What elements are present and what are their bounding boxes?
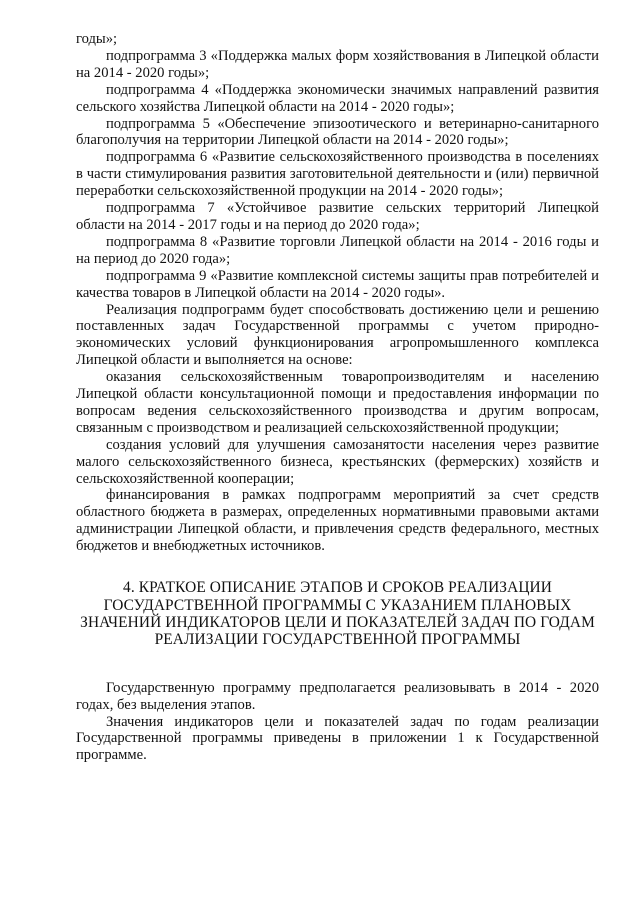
section-heading-line: РЕАЛИЗАЦИИ ГОСУДАРСТВЕННОЙ ПРОГРАММЫ — [154, 631, 521, 649]
section-heading-line: ГОСУДАРСТВЕННОЙ ПРОГРАММЫ С УКАЗАНИЕМ ПЛАНОВЫХ — [103, 596, 572, 614]
paragraph-subprogram-3: подпрограмма 3 «Поддержка малых форм хозяйствования в Липецкой области на 2014 - 2020 годы»; — [76, 47, 599, 81]
section-heading — [76, 579, 599, 649]
section-heading-line: 4. КРАТКОЕ ОПИСАНИЕ ЭТАПОВ И СРОКОВ РЕАЛИЗАЦИИ — [123, 579, 552, 597]
paragraph-subprogram-6: подпрограмма 6 «Развитие сельскохозяйственного производства в поселениях в части стимулирования развития заготовительной деятельности и (или) первичной переработки сельскохозяйственной продукции на 2014 - 2020 годы»; — [76, 149, 599, 200]
paragraph-indicator-values: Значения индикаторов цели и показателей задач по годам реализации Государственной программы приведены в приложении 1 к Государственной программе. — [76, 713, 599, 764]
paragraph-subprogram-9: подпрограмма 9 «Развитие комплексной системы защиты прав потребителей и качества товаров в Липецкой области на 2014 - 2020 годы». — [76, 267, 599, 301]
paragraph-consulting: оказания сельскохозяйственным товаропроизводителям и населению Липецкой области консультационной помощи и предоставления информации по вопросам ведения сельскохозяйственного производства и другим вопросам, связанным с производством и реализацией сельскохозяйственной продукции; — [76, 369, 599, 436]
paragraph-subprogram-5: подпрограмма 5 «Обеспечение эпизоотического и ветеринарно-санитарного благополучия на территории Липецкой области на 2014 - 2020 годы»; — [76, 115, 599, 149]
section-heading-line: ЗНАЧЕНИЙ ИНДИКАТОРОВ ЦЕЛИ И ПОКАЗАТЕЛЕЙ ЗАДАЧ ПО ГОДАМ — [80, 613, 595, 631]
paragraph-self-employment: создания условий для улучшения самозанятости населения через развитие малого сельскохозяйственного бизнеса, крестьянских (фермерских) хозяйств и сельскохозяйственной кооперации; — [76, 436, 599, 487]
paragraph-subprogram-4: подпрограмма 4 «Поддержка экономически значимых направлений развития сельского хозяйства Липецкой области на 2014 - 2020 годы»; — [76, 81, 599, 115]
paragraph-subprogram-8: подпрограмма 8 «Развитие торговли Липецкой области на 2014 - 2016 годы и на период до 2020 года»; — [76, 233, 599, 267]
spacer — [76, 649, 599, 680]
paragraph-financing: финансирования в рамках подпрограмм мероприятий за счет средств областного бюджета в размерах, определенных нормативными правовыми актами администрации Липецкой области, и привлечения средств федерального, местных бюджетов и внебюджетных источников. — [76, 487, 599, 555]
paragraph-continuation: годы»; — [76, 31, 118, 47]
paragraph-implementation: Реализация подпрограмм будет способствовать достижению цели и решению поставленных задач Государственной программы с учетом природно-экономических условий функционирования агропромышленного комплекса Липецкой области и выполняется на основе: — [76, 301, 599, 369]
paragraph-subprogram-7: подпрограмма 7 «Устойчивое развитие сельских территорий Липецкой области на 2014 - 2017 годы и на период до 2020 года»; — [76, 200, 599, 233]
paragraph-program-period: Государственную программу предполагается реализовывать в 2014 - 2020 годах, без выделения этапов. — [76, 679, 599, 713]
